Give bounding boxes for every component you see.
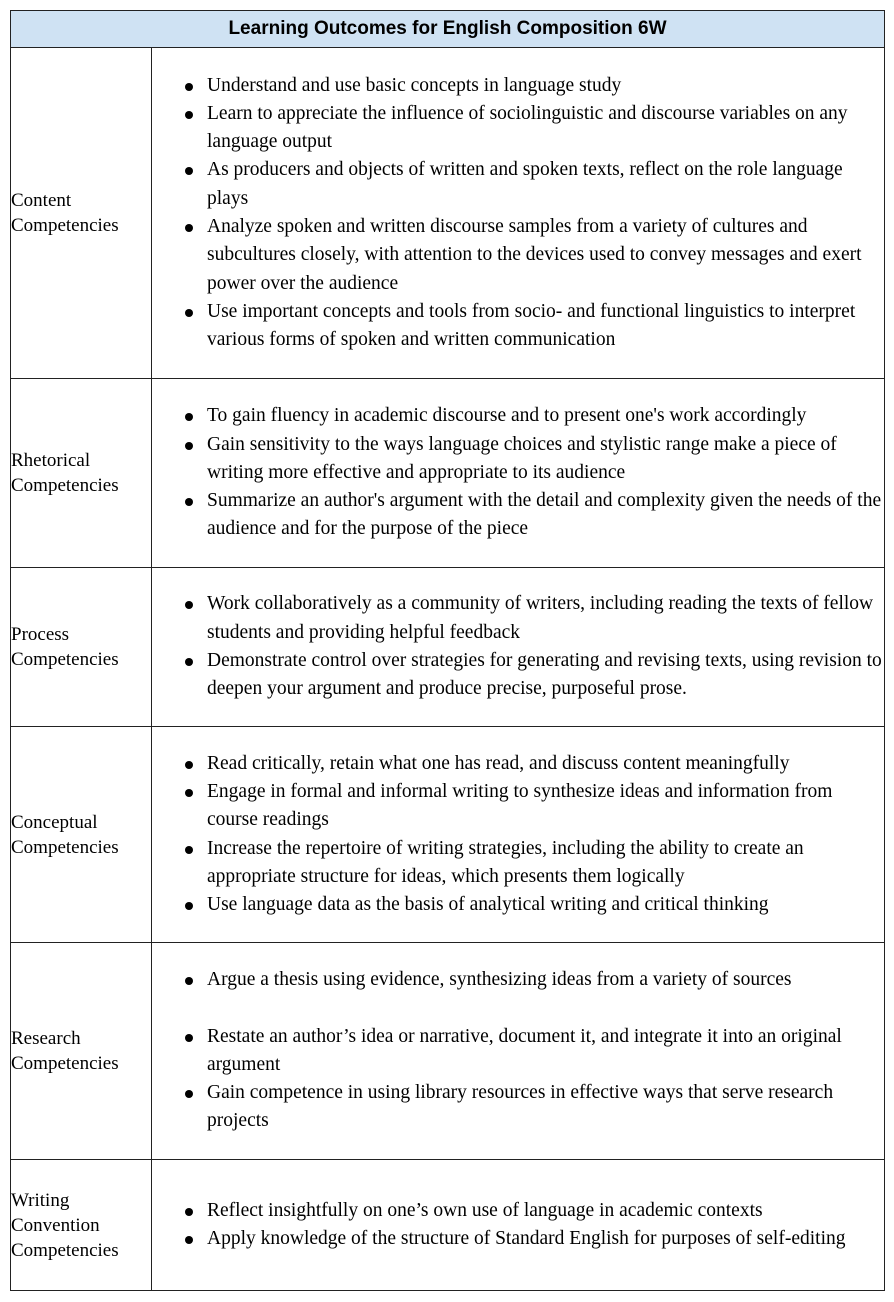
row-label-text: Research Competencies (11, 1028, 119, 1074)
list-item: Learn to appreciate the influence of sociolinguistic and discourse variables on any language output (207, 100, 884, 157)
list-item: Apply knowledge of the structure of Standard English for purposes of self-editing (207, 1225, 884, 1253)
row-label-text: Writing Convention Competencies (11, 1189, 119, 1261)
row-content (152, 727, 885, 943)
learning-outcomes-table (10, 10, 885, 1291)
row-label (11, 943, 152, 1160)
list-item: As producers and objects of written and spoken texts, reflect on the role language plays (207, 156, 884, 213)
outcome-list (152, 72, 884, 355)
list-item: Increase the repertoire of writing strategies, including the ability to create an appropriate structure for ideas, which presents them logically (207, 835, 884, 892)
row-content (152, 943, 885, 1160)
row-content (152, 568, 885, 727)
list-item: Restate an author’s idea or narrative, document it, and integrate it into an original argument (207, 1023, 884, 1080)
row-label-text: Conceptual Competencies (11, 811, 119, 858)
list-item: Use important concepts and tools from socio- and functional linguistics to interpret various forms of spoken and written communication (207, 298, 884, 355)
table-row-conceptual (11, 727, 885, 943)
list-item: Reflect insightfully on one’s own use of language in academic contexts (207, 1197, 884, 1225)
row-content (152, 1160, 885, 1291)
table-header-row (11, 11, 885, 48)
list-item: Read critically, retain what one has read, and discuss content meaningfully (207, 750, 884, 778)
outcome-list (152, 1197, 884, 1254)
list-item: Argue a thesis using evidence, synthesizing ideas from a variety of sources (207, 966, 884, 994)
list-item: Analyze spoken and written discourse samples from a variety of cultures and subcultures closely, with attention to the devices used to convey messages and exert power over the audience (207, 213, 884, 298)
row-label-text: Content Competencies (11, 190, 119, 236)
row-label (11, 727, 152, 943)
table-row-content (11, 48, 885, 379)
list-item: Engage in formal and informal writing to synthesize ideas and information from course readings (207, 778, 884, 835)
row-content (152, 48, 885, 379)
list-item: Gain competence in using library resources in effective ways that serve research projects (207, 1079, 884, 1136)
list-item: Work collaboratively as a community of writers, including reading the texts of fellow students and providing helpful feedback (207, 590, 884, 647)
list-item: Summarize an author's argument with the detail and complexity given the needs of the audience and for the purpose of the piece (207, 487, 884, 544)
list-item: Demonstrate control over strategies for generating and revising texts, using revision to deepen your argument and produce precise, purposeful prose. (207, 647, 884, 704)
table-row-research (11, 943, 885, 1160)
table-row-writing-convention (11, 1160, 885, 1291)
row-label (11, 568, 152, 727)
outcome-list (152, 402, 884, 543)
outcome-list (152, 966, 884, 1135)
row-label (11, 1160, 152, 1291)
row-label-text: Rhetorical Competencies (11, 450, 119, 496)
row-content (152, 379, 885, 568)
outcome-list (152, 590, 884, 703)
row-label (11, 48, 152, 379)
table-row-rhetorical (11, 379, 885, 568)
table-title: Learning Outcomes for English Composition 6W (11, 11, 885, 48)
list-item: Use language data as the basis of analytical writing and critical thinking (207, 891, 884, 919)
list-item: To gain fluency in academic discourse and to present one's work accordingly (207, 402, 884, 430)
table-row-process (11, 568, 885, 727)
outcome-list (152, 750, 884, 920)
row-label-text: Process Competencies (11, 624, 119, 670)
list-item: Gain sensitivity to the ways language choices and stylistic range make a piece of writing more effective and appropriate to its audience (207, 431, 884, 488)
list-item: Understand and use basic concepts in language study (207, 72, 884, 100)
row-label (11, 379, 152, 568)
